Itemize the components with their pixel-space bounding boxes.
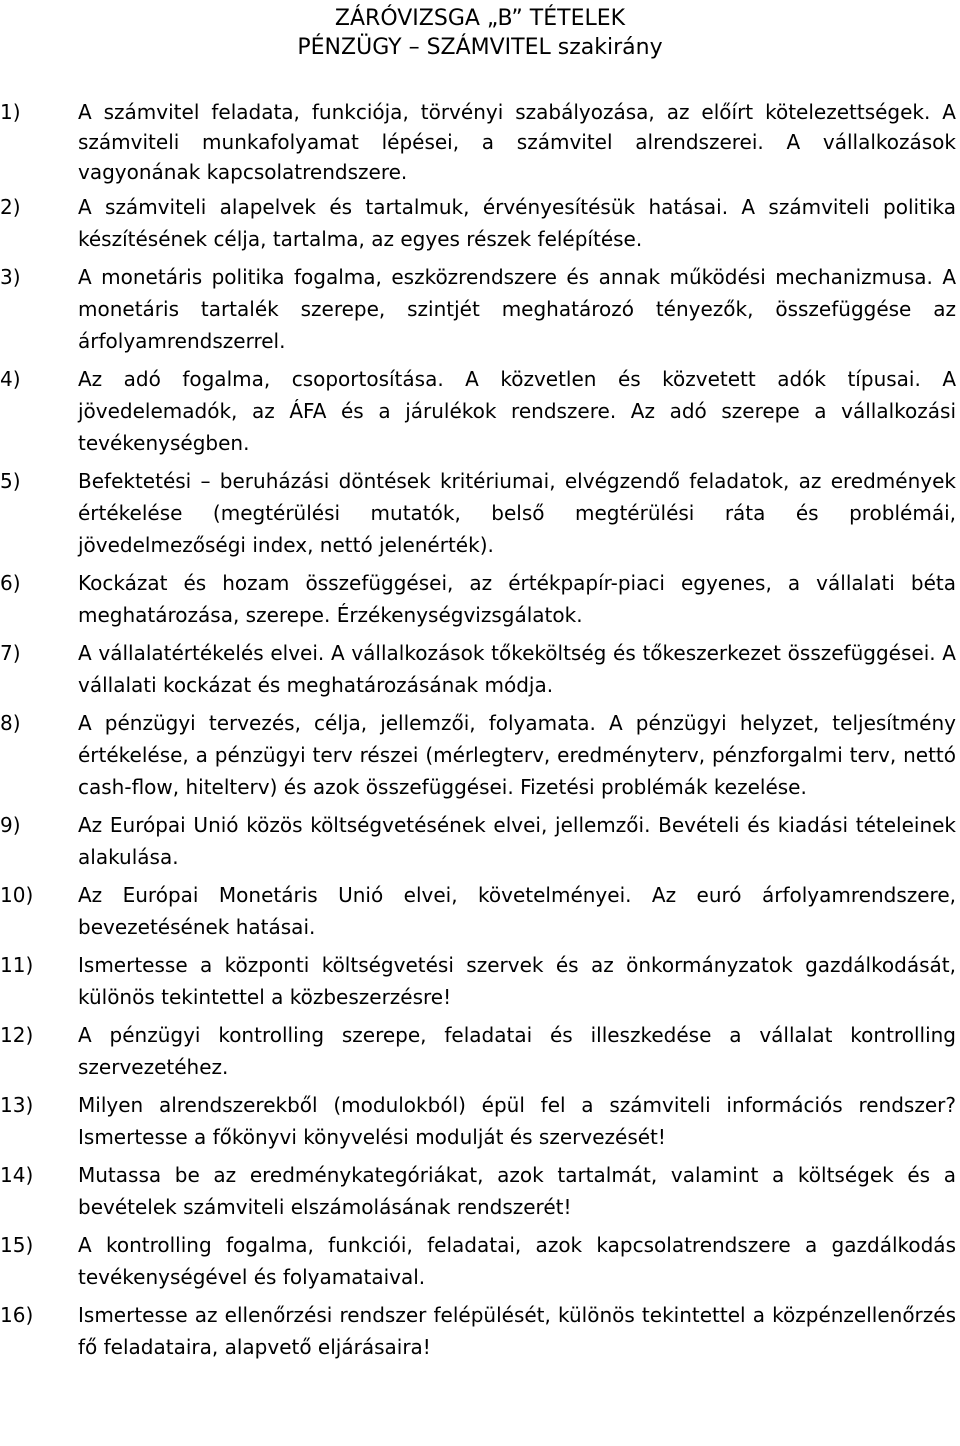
topic-item-2 — [0, 191, 960, 255]
topic-text: Kockázat és hozam összefüggései, az értékpapír-piaci egyenes, a vállalati béta meghatározása, szerepe. Érzékenységvizsgálatok. — [78, 571, 956, 627]
topic-item-14 — [0, 1159, 960, 1223]
topic-number: 15) — [0, 1233, 34, 1257]
topic-item-8 — [0, 707, 960, 803]
topic-text: Az Európai Monetáris Unió elvei, követelményei. Az euró árfolyamrendszere, bevezetésének hatásai. — [78, 883, 956, 939]
topic-number: 4) — [0, 367, 21, 391]
topic-item-9 — [0, 809, 960, 873]
topic-text: A számvitel feladata, funkciója, törvényi szabályozása, az előírt kötelezettségek. A számviteli munkafolyamat lépései, a számvitel alrendszerei. A vállalkozások vagyonának kapcsolatrendszere. — [78, 100, 956, 184]
topic-number: 2) — [0, 195, 21, 219]
topic-text: Ismertesse a központi költségvetési szervek és az önkormányzatok gazdálkodását, különös tekintettel a közbeszerzésre! — [78, 953, 956, 1009]
topic-number: 1) — [0, 100, 21, 124]
document-header — [0, 4, 960, 62]
topic-text: A pénzügyi kontrolling szerepe, feladatai és illeszkedése a vállalat kontrolling szervezetéhez. — [78, 1023, 956, 1079]
topic-text: Ismertesse az ellenőrzési rendszer felépülését, különös tekintettel a közpénzellenőrzés fő feladataira, alapvető eljárásaira! — [78, 1303, 956, 1359]
topic-number: 7) — [0, 641, 21, 665]
topic-list — [0, 97, 960, 1369]
topic-text: A vállalatértékelés elvei. A vállalkozások tőkeköltség és tőkeszerkezet összefüggései. A vállalati kockázat és meghatározásának módja. — [78, 641, 956, 697]
topic-number: 11) — [0, 953, 34, 977]
document-subtitle: PÉNZÜGY – SZÁMVITEL szakirány — [297, 35, 663, 60]
topic-number: 13) — [0, 1093, 34, 1117]
topic-item-13 — [0, 1089, 960, 1153]
document-title: ZÁRÓVIZSGA „B” TÉTELEK — [334, 6, 626, 31]
topic-item-7 — [0, 637, 960, 701]
topic-item-11 — [0, 949, 960, 1013]
topic-text: Milyen alrendszerekből (modulokból) épül fel a számviteli információs rendszer? Ismertesse a főkönyvi könyvelési modulját és szervezését! — [78, 1093, 956, 1149]
topic-item-1 — [0, 97, 960, 187]
topic-number: 8) — [0, 711, 21, 735]
topic-text: Az adó fogalma, csoportosítása. A közvetlen és közvetett adók típusai. A jövedelemadók, az ÁFA és a járulékok rendszere. Az adó szerepe a vállalkozási tevékenységben. — [78, 367, 956, 455]
topic-item-6 — [0, 567, 960, 631]
topic-item-15 — [0, 1229, 960, 1293]
topic-text: A monetáris politika fogalma, eszközrendszere és annak működési mechanizmusa. A monetáris tartalék szerepe, szintjét meghatározó tényezők, összefüggése az árfolyamrendszerrel. — [78, 265, 956, 353]
topic-item-3 — [0, 261, 960, 357]
topic-item-5 — [0, 465, 960, 561]
topic-number: 9) — [0, 813, 21, 837]
topic-number: 10) — [0, 883, 34, 907]
topic-text: Mutassa be az eredménykategóriákat, azok tartalmát, valamint a költségek és a bevételek számviteli elszámolásának rendszerét! — [78, 1163, 956, 1219]
topic-text: A számviteli alapelvek és tartalmuk, érvényesítésük hatásai. A számviteli politika készítésének célja, tartalma, az egyes részek felépítése. — [78, 195, 956, 251]
topic-number: 16) — [0, 1303, 34, 1327]
topic-text: Az Európai Unió közös költségvetésének elvei, jellemzői. Bevételi és kiadási tételeinek alakulása. — [78, 813, 956, 869]
topic-item-16 — [0, 1299, 960, 1363]
topic-text: A pénzügyi tervezés, célja, jellemzői, folyamata. A pénzügyi helyzet, teljesítmény értékelése, a pénzügyi terv részei (mérlegterv, eredményterv, pénzforgalmi terv, nettó cash-flow, hitelterv) és azok összefüggései. Fizetési problémák kezelése. — [78, 711, 956, 799]
topic-number: 6) — [0, 571, 21, 595]
topic-number: 14) — [0, 1163, 34, 1187]
topic-text: A kontrolling fogalma, funkciói, feladatai, azok kapcsolatrendszere a gazdálkodás tevékenységével és folyamataival. — [78, 1233, 956, 1289]
topic-item-12 — [0, 1019, 960, 1083]
topic-item-10 — [0, 879, 960, 943]
topic-text: Befektetési – beruházási döntések kritériumai, elvégzendő feladatok, az eredmények értékelése (megtérülési mutatók, belső megtérülési ráta és problémái, jövedelmezőségi index, nettó jelenérték). — [78, 469, 956, 557]
topic-number: 12) — [0, 1023, 34, 1047]
topic-number: 3) — [0, 265, 21, 289]
topic-number: 5) — [0, 469, 21, 493]
topic-item-4 — [0, 363, 960, 459]
